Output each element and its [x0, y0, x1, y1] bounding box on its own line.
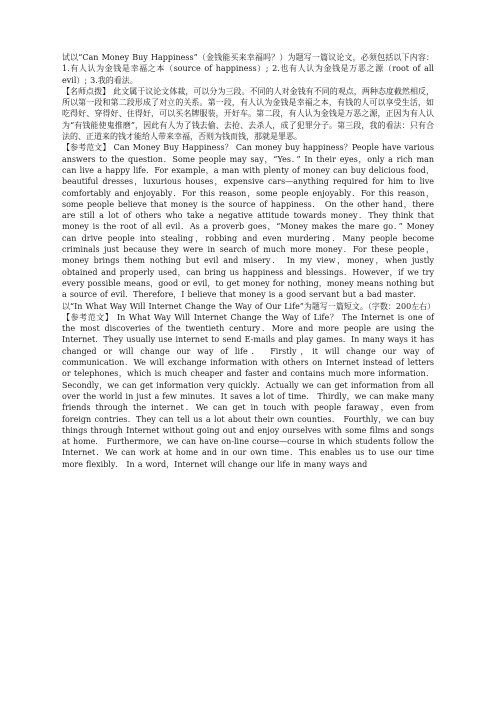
document-body: [62, 52, 434, 470]
essay-prompt-1: 试以“Can Money Buy Happiness”（金钱能买来幸福吗？）为题写一篇议论文，必须包括以下内容：1.有人认为金钱是幸福之本（source of happiness）; 2.也有人认为金钱是万恶之源（root of all evil）; 3.我的看法。: [62, 53, 434, 85]
teacher-tips: 【名师点拨】 此文属于议论文体裁，可以分为三段。不同的人对金钱有不同的观点，两种态度截然相反，所以第一段和第二段形成了对立的关系。第一段，有人认为金钱是幸福之本，有钱的人可以享受生活，如吃得好、穿得好、住得好，可以买名牌服装，开好车。第二段，有人认为金钱是万恶之源，正因为有人认为“有钱能使鬼推磨”，因此有人为了钱去偷、去抢、去杀人，成了犯罪分子。第三段，我的看法：只有合法的、正道来的钱才能给人带来幸福，否则为钱而钱，那就是罪恶。: [62, 86, 434, 142]
sample-essay-1: 【参考范文】 Can Money Buy Happiness？ Can money buy happiness？People have various answers to the question．Some people may say，“Yes．” In their eyes，only a rich man can live a happy life．For example，a man with plenty of money can buy delicious food，beautiful dresses，luxurious houses，expensive cars—anything required for him to live comfortably and enjoyably．For this reason，some people enjoyably．For this reason，some people believe that money is the source of happiness． On the other hand，there are still a lot of others who take a negative attitude towards money．They think that money is the root of all evil．As a proverb goes，“Money makes the mare go．” Money can drive people into stealing，robbing and even murdering．Many people become criminals just because they were in search of much more money．For these people，money brings them nothing but evil and misery． In my view，money，when justly obtained and properly used，can bring us happiness and blessings．However，if we try every possible means，good or evil，to get money for nothing，money means nothing but a source of evil．Therefore，I believe that money is a good servant but a bad master．: [62, 143, 434, 300]
essay-prompt-2: 以“In What Way Will Internet Change the Way of Our Life”为题写一篇短文。（字数：200左右）: [62, 301, 436, 311]
sample-essay-2: 【参考范文】 In What Way Will Internet Change the Way of Life？ The Internet is one of the most discoveries of the twentieth century．More and more people are using the Internet．They usually use internet to send E-mails and play games．In many ways it has changed or will change our way of life． Firstly，it will change our way of communication．We will exchange information with others on Internet instead of letters or telephones，which is much cheaper and faster and contains much more information． Secondly，we can get information very quickly．Actually we can get information from all over the world in just a few minutes．It saves a lot of time． Thirdly，we can make many friends through the internet．We can get in touch with people faraway，even from foreign contries．They can tell us a lot about their own counties． Fourthly，we can buy things through Internet without going out and enjoy ourselves with some films and songs at home． Furthermore，we can have on-line course—course in which students follow the Internet．We can work at home and in our own time．This enables us to use our time more flexibly． In a word，Internet will change our life in many ways and: [62, 312, 434, 469]
